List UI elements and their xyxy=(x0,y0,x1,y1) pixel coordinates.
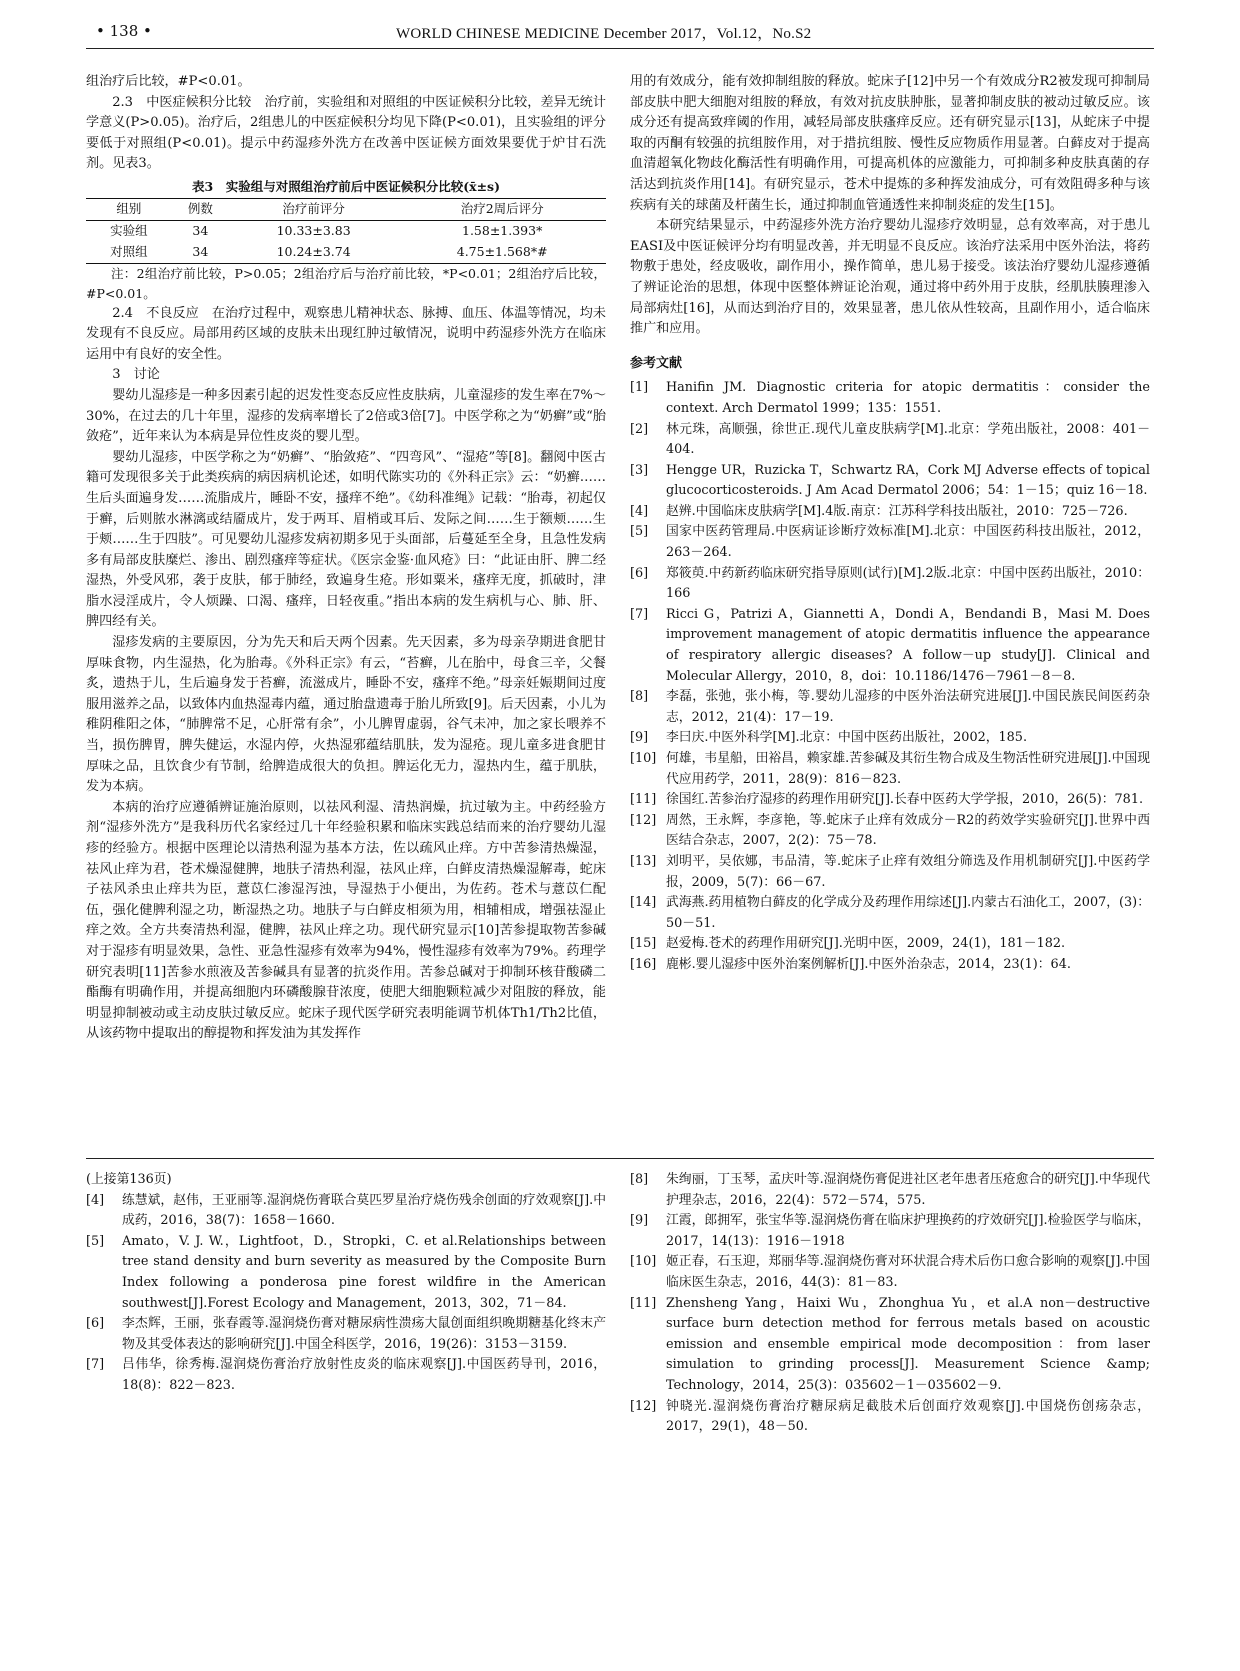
table-header-row xyxy=(86,198,606,220)
reference-number: [3] xyxy=(630,462,649,478)
table-cell: 1.58±1.393* xyxy=(462,222,543,238)
reference-number: [10] xyxy=(630,1254,657,1270)
reference-number: [16] xyxy=(630,956,657,972)
reference-number: [7] xyxy=(630,606,649,622)
reference-list xyxy=(86,1191,606,1397)
table-header-cell: 治疗2周后评分 xyxy=(398,198,606,220)
reference-item xyxy=(630,1294,1150,1397)
section-2-3: 2.3 中医症候积分比较 治疗前，实验组和对照组的中医证候积分比较，差异无统计学意义(P>0.05)。治疗后，2组患儿的中医症候积分均见下降(P<0.01)，且实验组的评分要低于对照组(P<0.01)。提示中药湿疹外洗方在改善中医证候方面效果要优于炉甘石洗剂。见表3。 xyxy=(86,94,606,172)
reference-item xyxy=(630,1170,1150,1211)
reference-text: 吕伟华，徐秀梅.湿润烧伤膏治疗放射性皮炎的临床观察[J].中国医药导刊，2016，18(8)：822－823. xyxy=(122,1357,606,1393)
reference-text: 李杰辉，王丽，张春霞等.湿润烧伤膏对糖尿病性溃疡大鼠创面组织晚期糖基化终末产物及其受体表达的影响研究[J].中国全科医学，2016，19(26)：3153－3159. xyxy=(122,1316,606,1352)
reference-text: 江霞，郎拥军，张宝华等.湿润烧伤膏在临床护理换药的疗效研究[J].检验医学与临床，2017，14(13)：1916－1918 xyxy=(666,1213,1150,1249)
reference-number: [15] xyxy=(630,936,657,952)
reference-text: Hanifin JM. Diagnostic criteria for atopic dermatitis：consider the context. Arch Dermatol 1999；135：1551. xyxy=(666,380,1150,416)
reference-text: 钟晓光.湿润烧伤膏治疗糖尿病足截肢术后创面疗效观察[J].中国烧伤创疡杂志，2017，29(1)，48－50. xyxy=(666,1398,1150,1435)
table-header-cell: 例数 xyxy=(172,198,229,220)
table-cell: 4.75±1.568*# xyxy=(398,242,606,264)
page-number: • 138 • xyxy=(96,22,152,40)
reference-item xyxy=(630,502,1150,523)
reference-item xyxy=(630,420,1150,461)
reference-list xyxy=(630,378,1150,975)
table-row xyxy=(86,242,606,264)
reference-item xyxy=(630,934,1150,955)
reference-text: Hengge UR，Ruzicka T，Schwartz RA，Cork MJ Adverse effects of topical glucocorticosteroids. J Am Acad Dermatol 2006；54：1－15；quiz 16－18. xyxy=(666,462,1150,499)
paragraph: 组治疗后比较，#P<0.01。 xyxy=(86,74,251,89)
reference-text: 赵爱梅.苍术的药理作用研究[J].光明中医，2009，24(1)，181－182. xyxy=(666,936,1066,952)
reference-text: 郑筱萸.中药新药临床研究指导原则(试行)[M].2版.北京：中国中医药出版社，2010：166 xyxy=(666,565,1150,602)
table-cell: 34 xyxy=(192,222,209,238)
continued-references-right xyxy=(630,1170,1150,1438)
table-header-cell: 组别 xyxy=(86,198,172,220)
reference-number: [4] xyxy=(630,503,649,519)
paragraph: 本研究结果显示，中药湿疹外洗方治疗婴幼儿湿疹疗效明显，总有效率高，对于患儿EASI及中医证候评分均有明显改善，并无明显不良反应。该治疗法采用中医外治法，将药物敷于患处，经皮吸收，副作用小，操作简单，患儿易于接受。该法治疗婴幼儿湿疹遵循了辨证论治的思想，体现中医整体辨证论治观，通过将中药外用于皮肤，经肌肤腠理渗入局部病灶[16]，从而达到治疗目的，效果显著，患儿依从性较高，且副作用小，适合临床推广和应用。 xyxy=(630,218,1150,337)
table-cell: 10.33±3.83 xyxy=(276,222,351,238)
paragraph: 本病的治疗应遵循辨证施治原则，以祛风利湿、清热润燥，抗过敏为主。中药经验方剂“湿疹外洗方”是我科历代名家经过几十年经验积累和临床实践总结而来的治疗婴幼儿湿疹的经验方。根据中医理论以清热利湿为基本方法，佐以疏风止痒。方中苦参清热燥湿，祛风止痒为君，苍术燥湿健脾，地肤子清热利湿，祛风止痒，白鲜皮清热燥湿解毒，蛇床子祛风杀虫止痒共为臣，薏苡仁渗湿泻浊，导湿热于小便出，为佐药。苍术与薏苡仁配伍，强化健脾利湿之功，断湿热之功。地肤子与白鲜皮相须为用，相辅相成，增强祛湿止痒之效。全方共奏清热利湿，健脾，祛风止痒之功。现代研究显示[10]苦参提取物苦参碱对于湿疹有明显效果，急性、亚急性湿疹有效率为94%，慢性湿疹有效率为79%。药理学研究表明[11]苦参水煎液及苦参碱具有显著的抗炎作用。苦参总碱对于抑制环核苷酸磷二酯酶有明确作用，并提高细胞内环磷酸腺苷浓度，使肥大细胞颗粒减少对阻胺的释放，能明显抑制被动或主动皮肤过敏反应。蛇床子现代医学研究表明能调节机体Th1/Th2比值，从该药物中提取出的醇提物和挥发油为其发挥作 xyxy=(86,799,606,1042)
reference-number: [11] xyxy=(630,792,657,808)
reference-item xyxy=(630,811,1150,852)
reference-item xyxy=(630,378,1150,419)
reference-number: [13] xyxy=(630,853,657,869)
reference-number: [6] xyxy=(86,1316,105,1332)
table-caption: 表3 实验组与对照组治疗前后中医证候积分比较(x̄±s) xyxy=(192,178,500,194)
reference-text: 刘明平，吴依娜，韦品清，等.蛇床子止痒有效组分筛选及作用机制研究[J].中医药学报，2009，5(7)：66－67. xyxy=(666,853,1150,890)
reference-number: [4] xyxy=(86,1192,105,1208)
reference-number: [12] xyxy=(630,1398,657,1414)
reference-item xyxy=(630,852,1150,893)
reference-item xyxy=(630,1252,1150,1293)
table-cell: 实验组 xyxy=(110,222,148,238)
reference-item xyxy=(630,1211,1150,1252)
reference-text: 朱绚丽，丁玉琴，孟庆叶等.湿润烧伤膏促进社区老年患者压疮愈合的研究[J].中华现代护理杂志，2016，22(4)：572－574，575. xyxy=(666,1172,1150,1208)
right-column xyxy=(630,72,1150,976)
reference-number: [8] xyxy=(630,1172,649,1187)
reference-text: 姬正春，石玉迎，郑丽华等.湿润烧伤膏对环状混合痔术后伤口愈合影响的观察[J].中国临床医生杂志，2016，44(3)：81－83. xyxy=(666,1254,1150,1290)
table-cell: 对照组 xyxy=(86,242,172,264)
reference-number: [9] xyxy=(630,730,649,746)
reference-item xyxy=(630,893,1150,934)
journal-title: WORLD CHINESE MEDICINE December 2017，Vol.12，No.S2 xyxy=(396,26,812,42)
reference-number: [6] xyxy=(630,565,649,581)
reference-item xyxy=(86,1232,606,1314)
reference-list xyxy=(630,1170,1150,1438)
reference-text: 李曰庆.中医外科学[M].北京：中国中医药出版社，2002，185. xyxy=(666,730,1028,746)
section-divider xyxy=(86,1158,1154,1159)
reference-item xyxy=(86,1355,606,1396)
paragraph: 用的有效成分，能有效抑制组胺的释放。蛇床子[12]中另一个有效成分R2被发现可抑制局部皮肤中肥大细胞对组胺的释放，有效对抗皮肤肿胀，显著抑制皮肤的被动过敏反应。该成分还有提高致痒阈的作用，减轻局部皮肤瘙痒反应。还有研究显示[13]，从蛇床子中提取的丙酮有较强的抗组胺作用，对于措抗组胺、慢性反应物质作用显著。白藓皮对于提高血清超氧化物歧化酶活性有明确作用，可提高机体的应激能力，可抑制多种皮肤真菌的存活达到抗炎作用[14]。有研究显示，苍术中提炼的多种挥发油成分，可有效阻碍多种与该疾病有关的球菌及杆菌生长，通过抑制血管通透性来抑制炎症的发生[15]。 xyxy=(630,74,1150,213)
section-2-4: 2.4 不良反应 在治疗过程中，观察患儿精神状态、脉搏、血压、体温等情况，均未发现有不良反应。局部用药区域的皮肤未出现红肿过敏情况，说明中药湿疹外洗方在临床运用中有良好的安全性。 xyxy=(86,305,606,362)
reference-number: [1] xyxy=(630,380,649,396)
table-header-cell: 治疗前评分 xyxy=(229,198,398,220)
reference-number: [12] xyxy=(630,812,657,828)
paragraph: 湿疹发病的主要原因，分为先天和后天两个因素。先天因素，多为母亲孕期进食肥甘厚味食物，内生湿热，化为胎毒。《外科正宗》有云，“苔癣，儿在胎中，母食三辛，父餐炙，遗热于儿，生后遍身发于苔癣，流滋成片，睡卧不安，瘙痒不绝。”母亲妊娠期间过度服用滋养之品，以致体内血热湿毒内蕴，通过胎盘遗毒于胎儿所致[9]。后天因素，小儿为稚阴稚阳之体，“肺脾常不足，心肝常有余”，小儿脾胃虚弱，谷气未冲，加之家长喂养不当，损伤脾胃，脾失健运，水湿内停，火热湿邪蕴结肌肤，发为湿疮。现儿童多进食肥甘厚味之品，且饮食少有节制，给脾造成很大的负担。脾运化无力，湿热内生，蕴于肌肤，发为本病。 xyxy=(86,635,606,795)
table-row xyxy=(86,220,606,242)
table-3 xyxy=(86,198,606,264)
reference-text: 国家中医药管理局.中医病证诊断疗效标准[M].北京：中国医药科技出版社，2012，263－264. xyxy=(666,524,1150,561)
reference-number: [7] xyxy=(86,1357,105,1373)
section-heading: 3 讨论 xyxy=(112,367,160,383)
reference-text: 何雄，韦星船，田裕昌，赖家雄.苦参碱及其衍生物合成及生物活性研究进展[J].中国现代应用药学，2011，28(9)：816－823. xyxy=(666,751,1150,787)
left-column xyxy=(86,72,606,1045)
references-heading: 参考文献 xyxy=(630,355,683,371)
reference-number: [10] xyxy=(630,751,657,766)
reference-number: [14] xyxy=(630,895,657,911)
reference-text: 练慧斌，赵伟，王亚丽等.湿润烧伤膏联合莫匹罗星治疗烧伤残余创面的疗效观察[J].中成药，2016，38(7)：1658－1660. xyxy=(122,1192,606,1229)
reference-text: 李磊，张弛，张小梅，等.婴幼儿湿疹的中医外治法研究进展[J].中国民族民间医药杂志，2012，21(4)：17－19. xyxy=(666,689,1150,725)
reference-item xyxy=(630,749,1150,790)
reference-text: 林元珠，高顺强，徐世正.现代儿童皮肤病学[M].北京：学苑出版社，2008：401－404. xyxy=(666,421,1150,458)
reference-item xyxy=(630,461,1150,502)
reference-item xyxy=(630,522,1150,563)
paragraph: 婴幼儿湿疹是一种多因素引起的迟发性变态反应性皮肤病，儿童湿疹的发生率在7%～30%，在过去的几十年里，湿疹的发病率增长了2倍或3倍[7]。中医学称之为“奶癣”或“胎敛疮”，近年来认为本病是异位性皮炎的婴儿型。 xyxy=(86,387,606,445)
table-note: 注：2组治疗前比较，P>0.05；2组治疗后与治疗前比较，*P<0.01；2组治疗后比较，#P<0.01。 xyxy=(86,265,606,301)
reference-text: 鹿彬.婴儿湿疹中医外治案例解析[J].中医外治杂志，2014，23(1)：64. xyxy=(666,956,1071,972)
reference-text: Zhensheng Yang，Haixi Wu，Zhonghua Yu，et al.A non－destructive surface burn detection method for ferrous metals based on acoustic emission and ensemble empirical mode decomposition：from laser simulation to grinding process[J]. Measurement Science &amp; Technology，2014，25(3)：035602－1－035602－9. xyxy=(666,1295,1150,1393)
table-cell: 10.24±3.74 xyxy=(229,242,398,264)
reference-item xyxy=(86,1191,606,1232)
reference-item xyxy=(630,687,1150,728)
reference-text: 徐国红.苦参治疗湿疹的药理作用研究[J].长春中医药大学学报，2010，26(5)：781. xyxy=(666,792,1144,808)
reference-item xyxy=(630,564,1150,605)
reference-text: 赵辨.中国临床皮肤病学[M].4版.南京：江苏科学科技出版社，2010：725－726. xyxy=(666,503,1128,519)
reference-number: [9] xyxy=(630,1213,649,1229)
reference-item xyxy=(630,605,1150,687)
reference-item xyxy=(630,1397,1150,1438)
continued-references-left xyxy=(86,1170,606,1397)
reference-number: [8] xyxy=(630,689,649,705)
reference-item xyxy=(630,955,1150,976)
reference-number: [11] xyxy=(630,1295,657,1311)
table-cell: 34 xyxy=(172,242,229,264)
reference-number: [5] xyxy=(630,524,649,540)
reference-item xyxy=(86,1314,606,1355)
page-header xyxy=(86,22,1154,49)
reference-number: [5] xyxy=(86,1233,105,1249)
reference-text: Ricci G，Patrizi A，Giannetti A，Dondi A，Bendandi B，Masi M. Does improvement management of atopic dermatitis influence the appearance of respiratory allergic diseases? A follow－up study[J]. Clinical and Molecular Allergy，2010，8，doi：10.1186/1476－7961－8－8. xyxy=(666,606,1150,684)
reference-item xyxy=(630,728,1150,749)
reference-number: [2] xyxy=(630,421,649,437)
paragraph: 婴幼儿湿疹，中医学称之为“奶癣”、“胎敛疮”、“四弯风”、“湿疮”等[8]。翻阅中医古籍可发现很多关于此类疾病的病因病机论述，如明代陈实功的《外科正宗》云：“奶癣……生后头面遍身发……流脂成片，睡卧不安，搔痒不绝”。《幼科准绳》记载：“胎毒，初起仅于癣，后则脓水淋漓或结靥成片，发于两耳、眉梢或耳后、发际之间……生于额颊……生于颊……生于四肢”。可见婴幼儿湿疹发病初期多见于头面部，后蔓延至全身，且急性发病多有局部皮肤糜烂、渗出、剧烈瘙痒等症状。《医宗金鉴·血风疮》曰：“此证由肝、脾二经湿热，外受风邪，袭于皮肤，郁于肺经，致遍身生疮。形如粟米，瘙痒无度，抓破时，津脂水浸淫成片，令人烦躁、口渴、瘙痒，日轻夜重。”指出本病的发生病机与心、肺、肝、脾四经有关。 xyxy=(86,449,606,630)
reference-item xyxy=(630,790,1150,811)
reference-text: 周然，王永辉，李彦艳，等.蛇床子止痒有效成分－R2的药效学实验研究[J].世界中西医结合杂志，2007，2(2)：75－78. xyxy=(666,812,1150,849)
reference-text: Amato，V. J. W.，Lightfoot，D.，Stropki，C. et al.Relationships between tree stand density and burn severity as measured by the Composite Burn Index following a ponderosa pine forest wildfire in the American southwest[J].Forest Ecology and Management，2013，302，71－84. xyxy=(122,1233,606,1311)
reference-text: 武海燕.药用植物白藓皮的化学成分及药理作用综述[J].内蒙古石油化工，2007，(3)：50－51. xyxy=(666,895,1150,931)
continued-note: (上接第136页) xyxy=(86,1172,172,1187)
